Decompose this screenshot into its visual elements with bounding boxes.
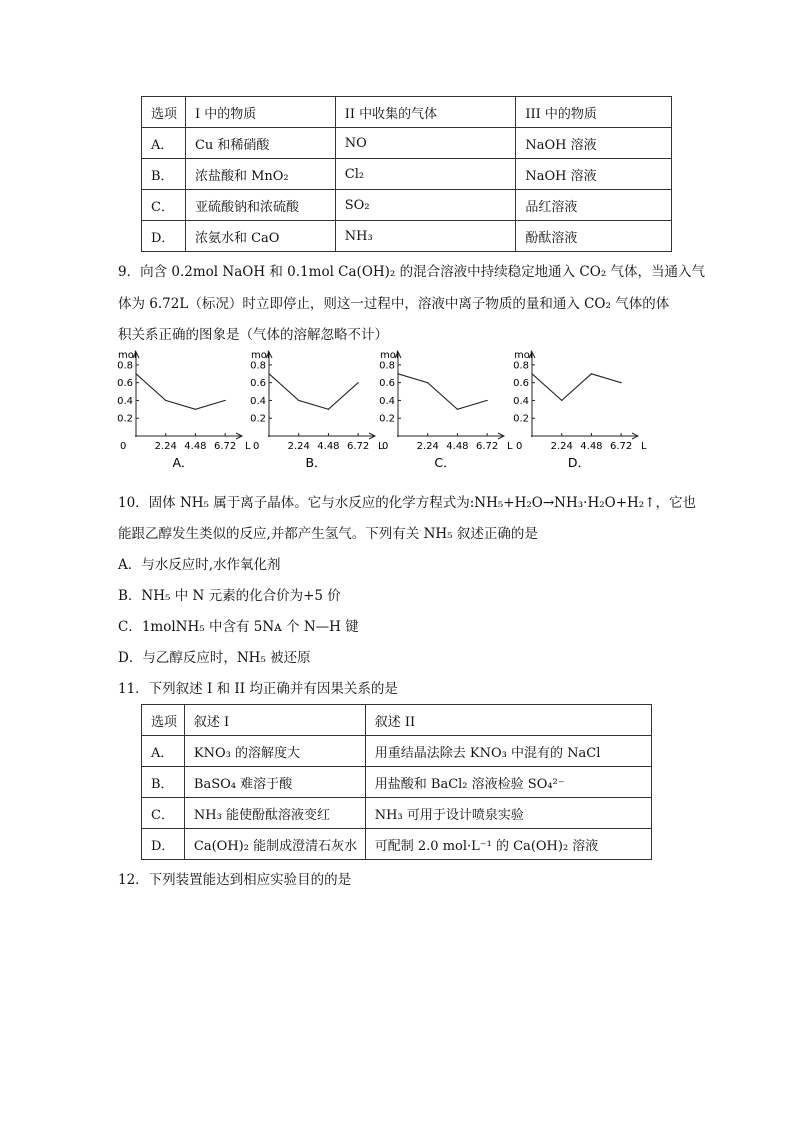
y-tick-label: 0.4 [250, 395, 266, 407]
y-tick-label: 0.8 [513, 360, 529, 372]
origin-label: 0 [253, 441, 260, 452]
table-cell: A． [142, 128, 186, 159]
series-line [398, 374, 487, 410]
y-tick-label: 0.2 [513, 413, 529, 425]
table-cell: A． [142, 736, 185, 767]
table-cell: B． [142, 767, 185, 798]
data-point [457, 409, 458, 410]
graph-caption: C． [434, 455, 456, 470]
q10-option-b: B．NH₅ 中 N 元素的化合价为+5 价 [118, 588, 341, 604]
y-tick-label: 0.4 [513, 395, 529, 407]
graph-svg [512, 350, 647, 470]
x-axis [268, 433, 375, 439]
data-point [621, 382, 622, 383]
series-line [136, 374, 225, 410]
table-cell: B． [142, 159, 186, 190]
q10-line-2: 能跟乙醇发生类似的反应,并都产生氢气。下列有关 NH₅ 叙述正确的是 [118, 526, 538, 542]
q9-line-2: 体为 6.72L（标况）时立即停止，则这一过程中，溶液中离子物质的量和通入 CO₂ 气体的体 [118, 296, 670, 312]
table-header-cell: 选项 [142, 97, 186, 128]
data-point [427, 382, 428, 383]
y-axis-label: mol [380, 350, 399, 361]
x-tick-label: 4.48 [317, 441, 340, 452]
table-cell: Cu 和稀硝酸 [185, 128, 335, 159]
table-cell: NH₃ [335, 221, 516, 252]
x-axis-label: L [507, 441, 513, 452]
table-cell: 浓盐酸和 MnO₂ [185, 159, 335, 190]
y-axis-label: mol [251, 350, 270, 361]
data-point [328, 409, 329, 410]
q10-line-1: 10．固体 NH₅ 属于离子晶体。它与水反应的化学方程式为:NH₅+H₂O→NH₃·H₂O+H₂↑，它也 [118, 495, 697, 511]
y-tick-label: 0.6 [513, 378, 529, 390]
y-tick-label: 0.4 [379, 395, 395, 407]
table-header-cell: II 中收集的气体 [335, 97, 516, 128]
x-tick-label: 2.24 [287, 441, 310, 452]
table-cell: 酚酞溶液 [516, 221, 672, 252]
graph-c [378, 350, 513, 470]
data-point [561, 400, 562, 401]
table-cell: NaOH 溶液 [516, 128, 672, 159]
table-row [142, 159, 672, 190]
y-tick-label: 0.8 [117, 360, 133, 372]
x-axis-label: L [378, 441, 384, 452]
q12-stem: 12．下列装置能达到相应实验目的的是 [118, 872, 352, 888]
table-cell: 用重结晶法除去 KNO₃ 中混有的 NaCl [365, 736, 651, 767]
table-cell: NaOH 溶液 [516, 159, 672, 190]
graph-caption: A． [172, 455, 194, 470]
graph-caption: B． [305, 455, 327, 470]
data-point [487, 400, 488, 401]
table-row [142, 767, 652, 798]
data-point [298, 400, 299, 401]
x-tick-label: 2.24 [416, 441, 439, 452]
graph-svg [116, 350, 251, 470]
y-axis-label: mol [118, 350, 137, 361]
table-header-cell: 叙述 I [184, 705, 365, 736]
table-cell: 用盐酸和 BaCl₂ 溶液检验 SO₄²⁻ [365, 767, 651, 798]
origin-label: 0 [516, 441, 523, 452]
x-tick-label: 4.48 [580, 441, 603, 452]
graph-svg [378, 350, 513, 470]
table-cell: NH₃ 能使酚酞溶液变红 [184, 798, 365, 829]
data-point [591, 373, 592, 374]
table-row [142, 829, 652, 860]
series-line [532, 374, 621, 401]
table-header-cell: 叙述 II [365, 705, 651, 736]
graph-d [512, 350, 647, 470]
table-header-row [142, 97, 672, 128]
graph-caption: D． [567, 455, 591, 470]
y-tick-label: 0.2 [379, 413, 395, 425]
table-cell: 亚硫酸钠和浓硫酸 [185, 190, 335, 221]
q9-line-3: 积关系正确的图象是（气体的溶解忽略不计） [118, 327, 388, 343]
table-cell: NH₃ 可用于设计喷泉实验 [365, 798, 651, 829]
table-cell: 品红溶液 [516, 190, 672, 221]
table-cell: NO [335, 128, 516, 159]
x-axis-label: L [641, 441, 647, 452]
data-point [268, 373, 269, 374]
series-line [269, 374, 358, 410]
table-cell: Cl₂ [335, 159, 516, 190]
table-cell: C． [142, 190, 186, 221]
x-tick-label: 2.24 [154, 441, 177, 452]
table-cell: 浓氨水和 CaO [185, 221, 335, 252]
table-cell: SO₂ [335, 190, 516, 221]
x-tick-label: 4.48 [446, 441, 469, 452]
q9-line-1: 9．向含 0.2mol NaOH 和 0.1mol Ca(OH)₂ 的混合溶液中持续稳定地通入 CO₂ 气体，当通入气 [118, 264, 706, 280]
table-row [142, 736, 652, 767]
y-tick-label: 0.6 [379, 378, 395, 390]
y-axis-label: mol [514, 350, 533, 361]
data-point [165, 400, 166, 401]
x-tick-label: 2.24 [550, 441, 573, 452]
x-tick-label: 6.72 [476, 441, 499, 452]
origin-label: 0 [382, 441, 389, 452]
table-row [142, 190, 672, 221]
q10-option-a: A．与水反应时,水作氧化剂 [118, 557, 281, 573]
table-header-cell: III 中的物质 [516, 97, 672, 128]
graph-svg [249, 350, 384, 470]
table-header-cell: 选项 [142, 705, 185, 736]
data-point [397, 373, 398, 374]
y-tick-label: 0.2 [117, 413, 133, 425]
data-point [531, 373, 532, 374]
table-header-row [142, 705, 652, 736]
y-tick-label: 0.6 [117, 378, 133, 390]
data-point [225, 400, 226, 401]
y-tick-label: 0.6 [250, 378, 266, 390]
x-axis [531, 433, 638, 439]
graph-b [249, 350, 384, 470]
table-row [142, 128, 672, 159]
x-axis [397, 433, 504, 439]
data-point [358, 382, 359, 383]
x-tick-label: 6.72 [347, 441, 370, 452]
x-tick-label: 6.72 [610, 441, 633, 452]
table-cell: KNO₃ 的溶解度大 [184, 736, 365, 767]
q11-stem: 11．下列叙述 I 和 II 均正确并有因果关系的是 [118, 681, 398, 697]
table-cell: D． [142, 221, 186, 252]
x-tick-label: 4.48 [184, 441, 207, 452]
data-point [195, 409, 196, 410]
table-cell: 可配制 2.0 mol·L⁻¹ 的 Ca(OH)₂ 溶液 [365, 829, 651, 860]
cause-effect-table [141, 704, 652, 860]
table-row [142, 798, 652, 829]
y-tick-label: 0.2 [250, 413, 266, 425]
x-tick-label: 6.72 [214, 441, 237, 452]
x-axis-label: L [245, 441, 251, 452]
table-row [142, 221, 672, 252]
data-point [135, 373, 136, 374]
table-cell: BaSO₄ 难溶于酸 [184, 767, 365, 798]
gas-collection-table [141, 96, 672, 252]
table-cell: C． [142, 798, 185, 829]
q10-option-c: C．1molNH₅ 中含有 5Nᴀ 个 N—H 键 [118, 619, 359, 635]
origin-label: 0 [120, 441, 127, 452]
q10-option-d: D．与乙醇反应时，NH₅ 被还原 [118, 650, 311, 666]
table-cell: Ca(OH)₂ 能制成澄清石灰水 [184, 829, 365, 860]
table-cell: D． [142, 829, 185, 860]
y-tick-label: 0.8 [379, 360, 395, 372]
y-tick-label: 0.4 [117, 395, 133, 407]
table-header-cell: I 中的物质 [185, 97, 335, 128]
y-tick-label: 0.8 [250, 360, 266, 372]
x-axis [135, 433, 242, 439]
graph-a [116, 350, 251, 470]
